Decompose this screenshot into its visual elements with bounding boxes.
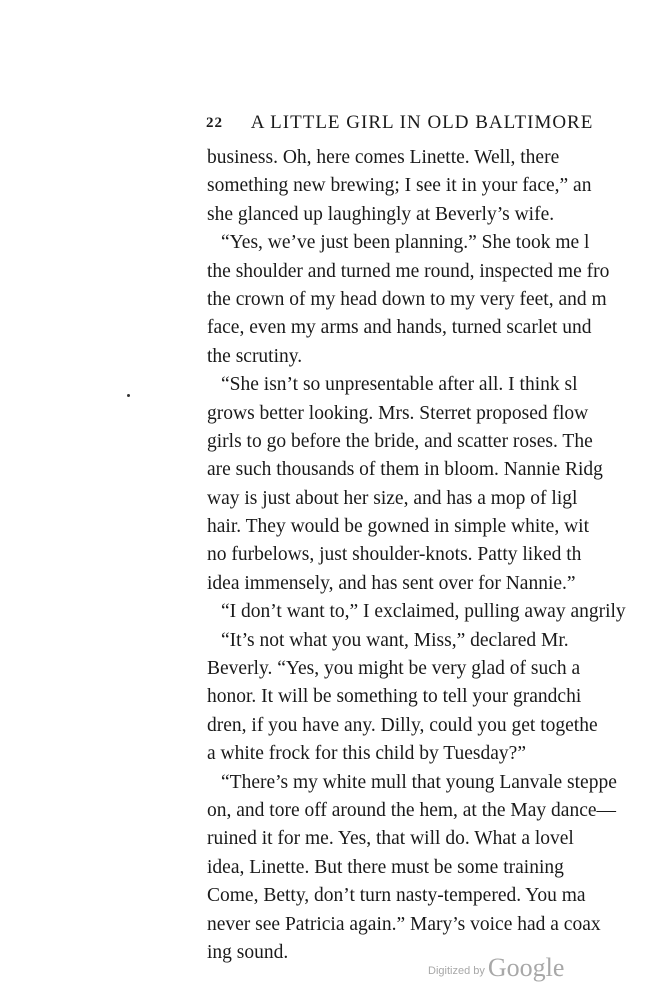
text-line: Beverly. “Yes, you might be very glad of such a — [207, 658, 581, 680]
text-line: Come, Betty, don’t turn nasty-tempered. You ma — [207, 885, 586, 907]
ink-speck — [127, 394, 130, 397]
text-line: girls to go before the bride, and scatter roses. The — [207, 430, 593, 452]
text-line: way is just about her size, and has a mop of ligl — [207, 487, 578, 509]
text-line: honor. It will be something to tell your grandchi — [207, 686, 582, 708]
text-line: “She isn’t so unpresentable after all. I think sl — [221, 374, 578, 396]
watermark-prefix: Digitized by — [428, 965, 485, 977]
running-title: A LITTLE GIRL IN OLD BALTIMORE — [250, 112, 594, 133]
text-line: grows better looking. Mrs. Sterret proposed flow — [207, 402, 589, 424]
text-line: on, and tore off around the hem, at the May dance— — [207, 799, 617, 821]
text-line: no furbelows, just shoulder-knots. Patty liked th — [207, 544, 582, 566]
text-line: idea, Linette. But there must be some training — [207, 856, 564, 878]
text-line: “It’s not what you want, Miss,” declared Mr. — [221, 629, 569, 651]
text-line: the shoulder and turned me round, inspected me fro — [207, 260, 610, 282]
text-line: the scrutiny. — [207, 345, 303, 367]
text-line: something new brewing; I see it in your face,” an — [207, 175, 592, 197]
running-header — [206, 112, 652, 142]
text-line: ruined it for me. Yes, that will do. What a lovel — [207, 828, 574, 850]
text-line: idea immensely, and has sent over for Nannie.” — [207, 572, 576, 594]
digitized-watermark — [428, 953, 564, 983]
text-line: the crown of my head down to my very feet, and m — [207, 288, 607, 310]
text-line: never see Patricia again.” Mary’s voice had a coax — [207, 913, 601, 935]
text-line: are such thousands of them in bloom. Nannie Ridg — [207, 459, 603, 481]
text-line: “I don’t want to,” I exclaimed, pulling away angrily — [221, 601, 626, 623]
body-text — [207, 144, 652, 967]
text-line: hair. They would be gowned in simple white, wit — [207, 516, 590, 538]
text-line: she glanced up laughingly at Beverly’s wife. — [207, 203, 555, 225]
text-line: “Yes, we’ve just been planning.” She took me l — [221, 232, 590, 254]
text-line: “There’s my white mull that young Lanvale steppe — [221, 771, 617, 793]
text-line: ing sound. — [207, 941, 289, 963]
text-line: a white frock for this child by Tuesday?” — [207, 743, 526, 765]
text-line: business. Oh, here comes Linette. Well, there — [207, 147, 560, 168]
text-line: dren, if you have any. Dilly, could you get togethe — [207, 714, 598, 736]
text-line: face, even my arms and hands, turned scarlet und — [207, 317, 592, 339]
watermark-brand: Google — [487, 953, 565, 982]
page-number: 22 — [206, 115, 223, 131]
